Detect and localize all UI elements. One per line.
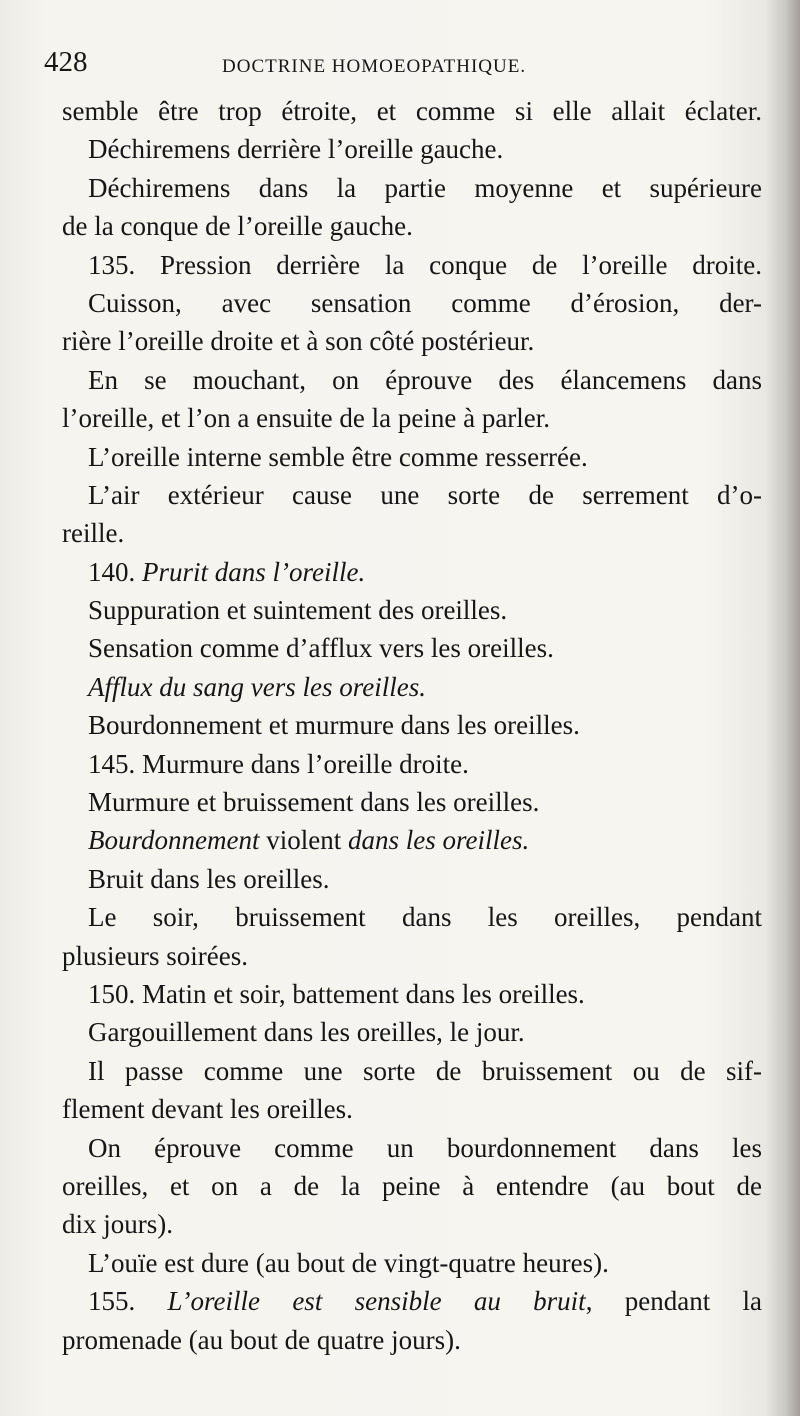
text-line: [62, 706, 762, 744]
text-line: [62, 399, 762, 437]
text-line: [62, 514, 762, 552]
text-run: Déchiremens dans la partie moyenne et supérieure: [88, 172, 762, 203]
text-line: [62, 284, 762, 322]
text-line: [62, 898, 762, 936]
text-line: [62, 1167, 762, 1205]
text-line: [62, 745, 762, 783]
text-run: L’oreille interne semble être comme resserrée.: [88, 441, 588, 472]
text-line: [62, 1205, 762, 1243]
text-line: [62, 476, 762, 514]
italic-text: Bourdonnement: [88, 825, 260, 856]
text-run: Gargouillement dans les oreilles, le jour.: [88, 1017, 525, 1048]
text-line: [62, 860, 762, 898]
text-run: flement devant les oreilles.: [62, 1094, 353, 1125]
text-run: reille.: [62, 518, 125, 549]
text-run: L’air extérieur cause une sorte de serrement d’o-: [88, 479, 762, 510]
text-run: violent: [259, 825, 348, 856]
italic-text: dans les oreilles.: [347, 825, 530, 856]
italic-text: Afflux du sang vers les oreilles.: [88, 671, 426, 702]
text-run: plusieurs soirées.: [62, 940, 248, 971]
text-line: [62, 783, 762, 821]
text-line: [62, 322, 762, 360]
text-line: [62, 1013, 762, 1051]
text-line: [62, 130, 762, 168]
text-run: Déchiremens derrière l’oreille gauche.: [88, 134, 504, 165]
text-run: de la conque de l’oreille gauche.: [62, 211, 413, 242]
text-line: [62, 1052, 762, 1090]
text-line: [62, 629, 762, 667]
text-run: En se mouchant, on éprouve des élancemens dans: [88, 364, 762, 395]
text-line: [62, 1282, 762, 1320]
text-line: [62, 438, 762, 476]
text-run: , pendant la: [585, 1286, 762, 1317]
page-gutter-shadow: [764, 0, 800, 1416]
running-head: DOCTRINE HOMOEOPATHIQUE.: [222, 56, 527, 77]
text-run: rière l’oreille droite et à son côté postérieur.: [62, 326, 535, 357]
text-line: [62, 937, 762, 975]
italic-text: L’oreille est sensible au bruit: [167, 1286, 586, 1317]
text-run: Sensation comme d’afflux vers les oreilles.: [88, 633, 554, 664]
text-run: l’oreille, et l’on a ensuite de la peine à parler.: [62, 403, 551, 434]
text-run: Cuisson, avec sensation comme d’érosion, der-: [88, 287, 762, 318]
text-line: [62, 1244, 762, 1282]
text-run: Bruit dans les oreilles.: [88, 863, 330, 894]
text-run: Le soir, bruissement dans les oreilles, pendant: [88, 902, 762, 933]
page-header: [44, 46, 764, 86]
text-line: [62, 975, 762, 1013]
text-run: On éprouve comme un bourdonnement dans les: [88, 1132, 762, 1163]
text-run: 135. Pression derrière la conque de l’oreille droite.: [88, 249, 762, 280]
text-run: dix jours).: [62, 1209, 173, 1240]
text-line: [62, 1090, 762, 1128]
page-number: 428: [44, 46, 88, 78]
text-line: [62, 1321, 762, 1359]
text-line: [62, 591, 762, 629]
text-run: 140.: [88, 556, 142, 587]
text-run: 145. Murmure dans l’oreille droite.: [88, 748, 469, 779]
text-line: [62, 668, 762, 706]
text-line: [62, 207, 762, 245]
text-run: promenade (au bout de quatre jours).: [62, 1324, 461, 1355]
text-line: [62, 92, 762, 130]
text-run: semble être trop étroite, et comme si elle allait éclater.: [62, 96, 762, 126]
text-run: oreilles, et on a de la peine à entendre (au bout de: [62, 1170, 762, 1201]
text-run: Bourdonnement et murmure dans les oreilles.: [88, 710, 580, 741]
text-line: [62, 361, 762, 399]
text-run: 155.: [88, 1286, 168, 1317]
text-line: [62, 1129, 762, 1167]
text-body: [62, 92, 762, 1359]
text-run: Murmure et bruissement dans les oreilles.: [88, 787, 540, 818]
text-line: [62, 553, 762, 591]
italic-text: Prurit dans l’oreille.: [142, 556, 366, 587]
text-line: [62, 169, 762, 207]
text-run: L’ouïe est dure (au bout de vingt-quatre heures).: [88, 1247, 609, 1278]
text-run: 150. Matin et soir, battement dans les oreilles.: [88, 978, 585, 1009]
text-line: [62, 246, 762, 284]
text-run: Il passe comme une sorte de bruissement ou de sif-: [88, 1055, 762, 1086]
text-run: Suppuration et suintement des oreilles.: [88, 595, 508, 626]
text-line: [62, 821, 762, 859]
